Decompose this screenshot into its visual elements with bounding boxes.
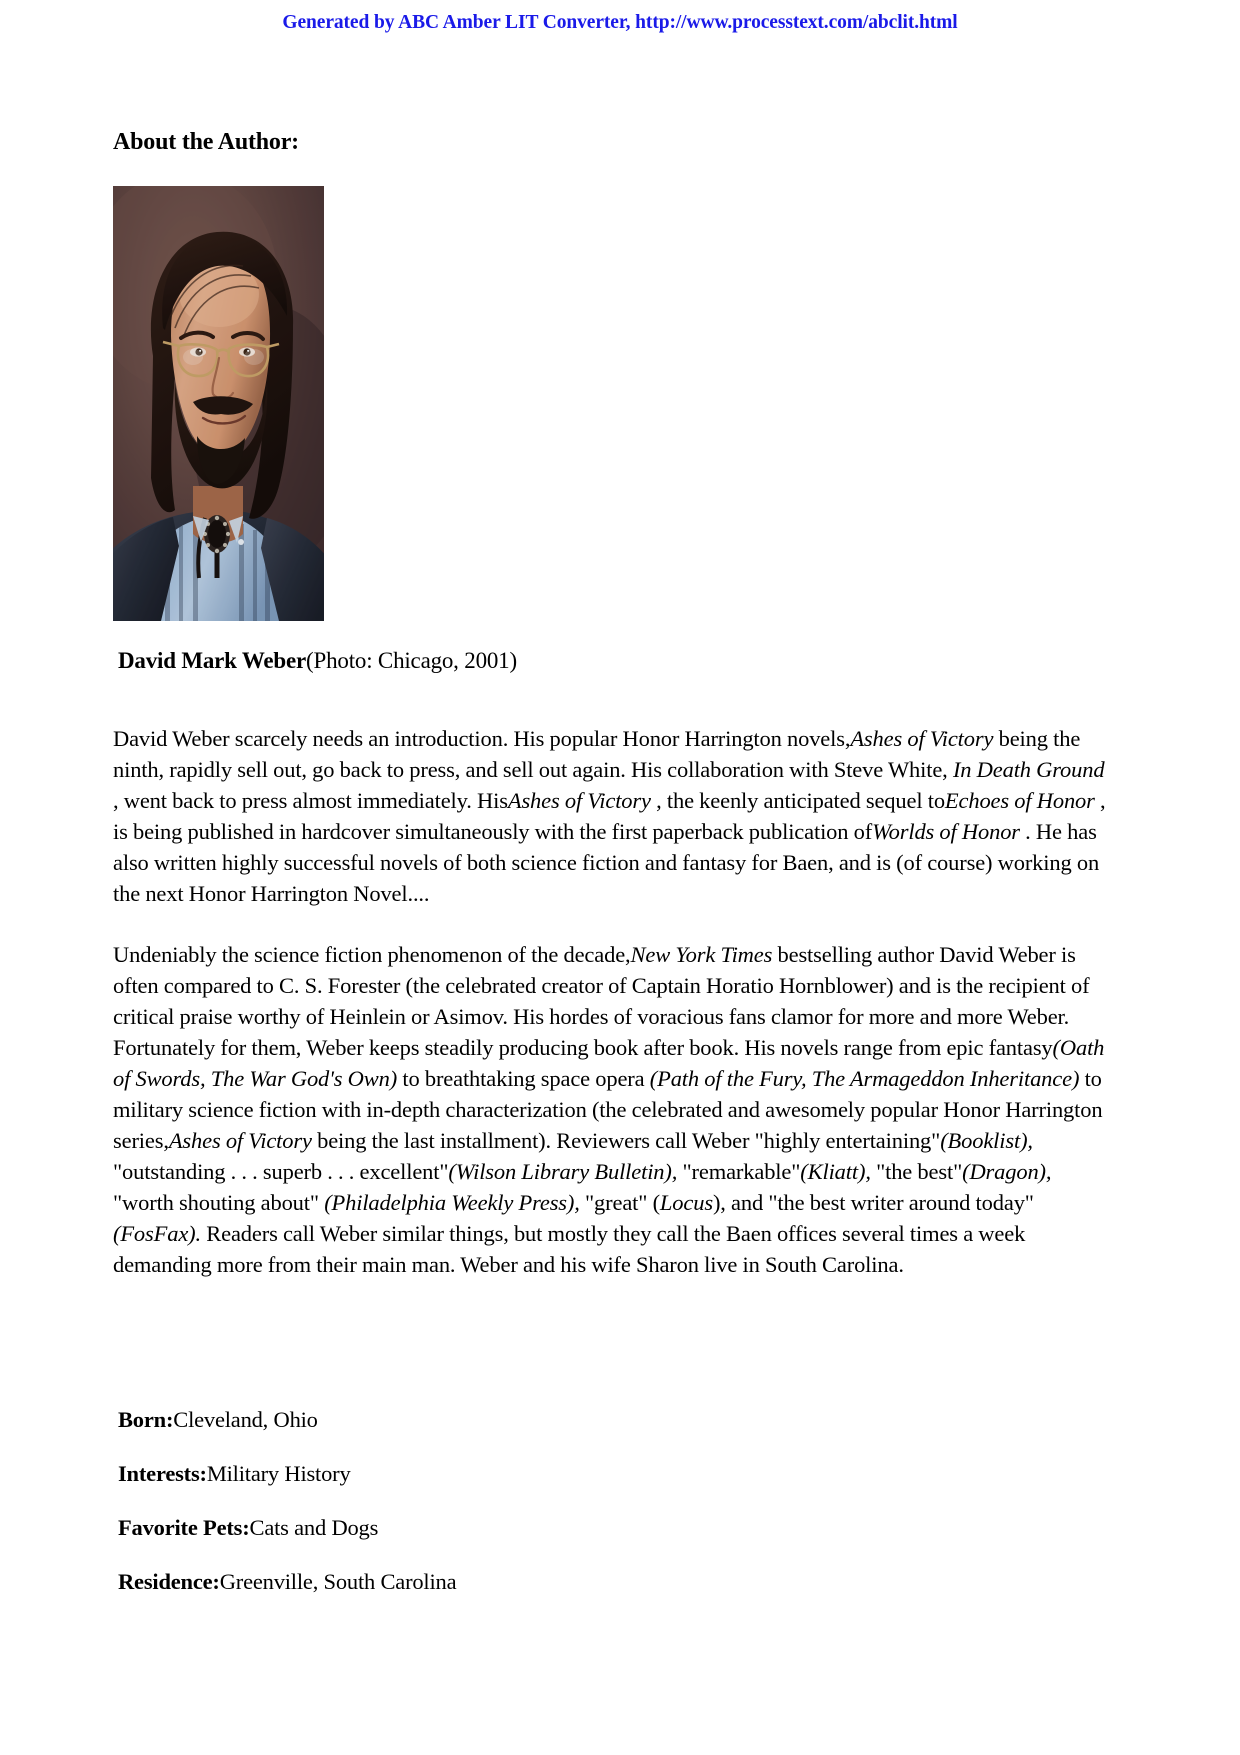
- text-run: David Weber scarcely needs an introduction. His popular Honor Harrington novels,: [113, 725, 851, 751]
- text-run: "great" (: [579, 1189, 660, 1215]
- author-photo: [113, 186, 324, 621]
- italic-title-run: (Dragon),: [962, 1158, 1052, 1184]
- text-run: "remarkable": [677, 1158, 801, 1184]
- text-run: "the best": [870, 1158, 963, 1184]
- text-run: . He has also written highly successful novels of both science fiction and fantasy for Baen, and is (of course) working on the next Honor Harrington Novel....: [113, 818, 1100, 906]
- text-run: being the ninth, rapidly sell out, go back to press, and sell out again. His collaboration with Steve White,: [113, 725, 1081, 782]
- fact-favorite-pets: [118, 1515, 378, 1541]
- italic-title-run: Ashes of Victory: [850, 725, 994, 751]
- text-run: "outstanding . . . superb . . . excellent": [113, 1158, 449, 1184]
- fact-residence: [118, 1569, 456, 1595]
- text-run: bestselling author David Weber is often compared to C. S. Forester (the celebrated creator of Captain Horatio Hornblower) and is the recipient of critical praise worthy of Heinlein or Asimov. His hordes of voracious fans clamor for more and more Weber. Fortunately for them, Weber keeps steadily producing book after book. His novels range from epic fantasy: [113, 941, 1090, 1060]
- fact-label: Interests:: [118, 1461, 207, 1486]
- biography-paragraph-2: [113, 939, 1113, 1280]
- text-run: being the last installment). Reviewers call Weber "highly entertaining": [311, 1127, 941, 1153]
- text-run: Readers call Weber similar things, but mostly they call the Baen offices several times a week demanding more from their main man. Weber and his wife Sharon live in South Carolina.: [113, 1220, 1026, 1277]
- text-run: , is being published in hardcover simultaneously with the first paperback publication of: [113, 787, 1106, 844]
- text-run: to breathtaking space opera: [397, 1065, 650, 1091]
- italic-title-run: (Path of the Fury, The Armageddon Inheritance): [649, 1065, 1080, 1091]
- text-run: , the keenly anticipated sequel to: [650, 787, 945, 813]
- fact-value: Cats and Dogs: [249, 1515, 379, 1540]
- fact-label: Born:: [118, 1407, 174, 1432]
- italic-title-run: New York Times: [630, 941, 773, 967]
- italic-title-run: In Death Ground: [952, 756, 1105, 782]
- text-run: Undeniably the science fiction phenomenon of the decade,: [113, 941, 631, 967]
- italic-title-run: (Booklist),: [940, 1127, 1033, 1153]
- italic-title-run: Ashes of Victory: [168, 1127, 312, 1153]
- italic-title-run: (Philadelphia Weekly Press),: [324, 1189, 580, 1215]
- photo-caption: [118, 648, 517, 674]
- photo-caption-name: David Mark Weber: [118, 648, 307, 673]
- photo-caption-detail: (Photo: Chicago, 2001): [306, 648, 517, 673]
- fact-label: Favorite Pets:: [118, 1515, 250, 1540]
- italic-title-run: (FosFax).: [113, 1220, 201, 1246]
- text-run: "worth shouting about": [113, 1189, 325, 1215]
- italic-title-run: (Wilson Library Bulletin),: [448, 1158, 678, 1184]
- text-run: ), and "the best writer around today": [712, 1189, 1034, 1215]
- author-portrait-image: [113, 186, 324, 621]
- fact-interests: [118, 1461, 351, 1487]
- fact-born: [118, 1407, 318, 1433]
- fact-value: Cleveland, Ohio: [173, 1407, 318, 1432]
- text-run: , went back to press almost immediately. His: [113, 787, 508, 813]
- fact-value: Greenville, South Carolina: [219, 1569, 457, 1594]
- fact-label: Residence:: [118, 1569, 220, 1594]
- italic-title-run: Locus: [659, 1189, 713, 1215]
- italic-title-run: Ashes of Victory: [507, 787, 651, 813]
- converter-banner: Generated by ABC Amber LIT Converter, http://www.processtext.com/abclit.html: [282, 12, 958, 33]
- italic-title-run: (Kliatt),: [800, 1158, 871, 1184]
- text-run: to military science fiction with in-depth characterization (the celebrated and awesomely popular Honor Harrington series,: [113, 1065, 1103, 1153]
- page-title: About the Author:: [113, 129, 299, 155]
- fact-value: Military History: [206, 1461, 351, 1486]
- italic-title-run: Echoes of Honor: [944, 787, 1095, 813]
- italic-title-run: (Oath of Swords, The War God's Own): [113, 1034, 1105, 1091]
- italic-title-run: Worlds of Honor: [872, 818, 1020, 844]
- biography-paragraph-1: [113, 723, 1113, 909]
